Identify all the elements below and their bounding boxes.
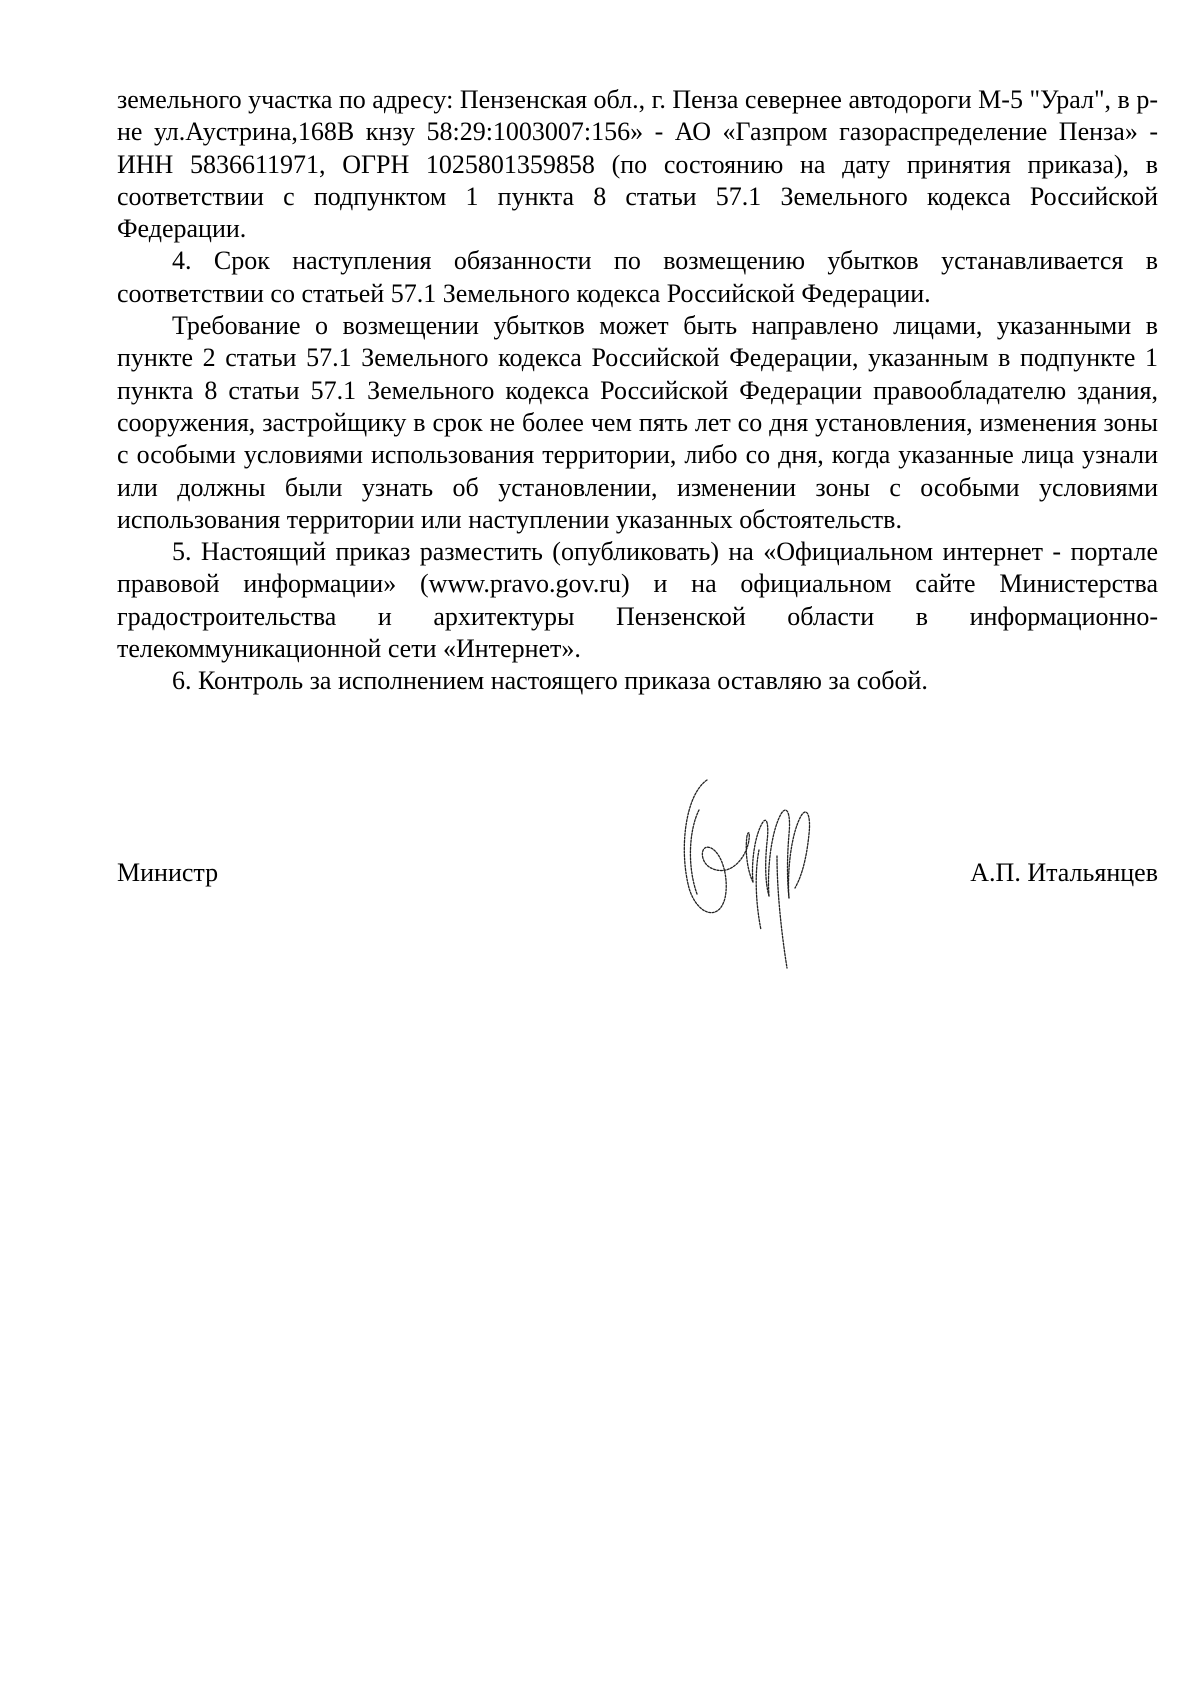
signer-position: Министр	[117, 858, 219, 887]
document-body	[117, 84, 1158, 698]
paragraph-compensation-claim: Требование о возмещении убытков может быть направлено лицами, указанными в пункте 2 статьи 57.1 Земельного кодекса Российской Федерации, указанным в подпункте 1 пункта 8 статьи 57.1 Земельного кодекса Российской Федерации правообладателю здания, сооружения, застройщику в срок не более чем пять лет со дня установления, изменения зоны с особыми условиями использования территории, либо со дня, когда указанные лица узнали или должны были узнать об установлении, изменении зоны с особыми условиями использования территории или наступлении указанных обстоятельств.	[117, 311, 1158, 534]
signature-block	[117, 770, 1158, 970]
paragraph-item-6: 6. Контроль за исполнением настоящего приказа оставляю за собой.	[172, 666, 928, 696]
signer-name: А.П. Итальянцев	[970, 858, 1158, 887]
handwritten-signature	[637, 770, 827, 970]
paragraph-item-5: 5. Настоящий приказ разместить (опубликовать) на «Официальном интернет - портале правовой информации» (www.pravo.gov.ru) и на официальном сайте Министерства градостроительства и архитектуры Пензенской области в информационно-телекоммуникационной сети «Интернет».	[117, 537, 1158, 664]
paragraph-land-plot-address: земельного участка по адресу: Пензенская обл., г. Пенза севернее автодороги М-5 "Урал", в р-не ул.Аустрина,168В кнзу 58:29:1003007:156» - АО «Газпром газораспределение Пенза» - ИНН 5836611971, ОГРН 1025801359858 (по состоянию на дату принятия приказа), в соответствии с подпунктом 1 пункта 8 статьи 57.1 Земельного кодекса Российской Федерации.	[117, 85, 1158, 244]
paragraph-item-4: 4. Срок наступления обязанности по возмещению убытков устанавливается в соответствии со статьей 57.1 Земельного кодекса Российской Федерации.	[117, 246, 1158, 308]
